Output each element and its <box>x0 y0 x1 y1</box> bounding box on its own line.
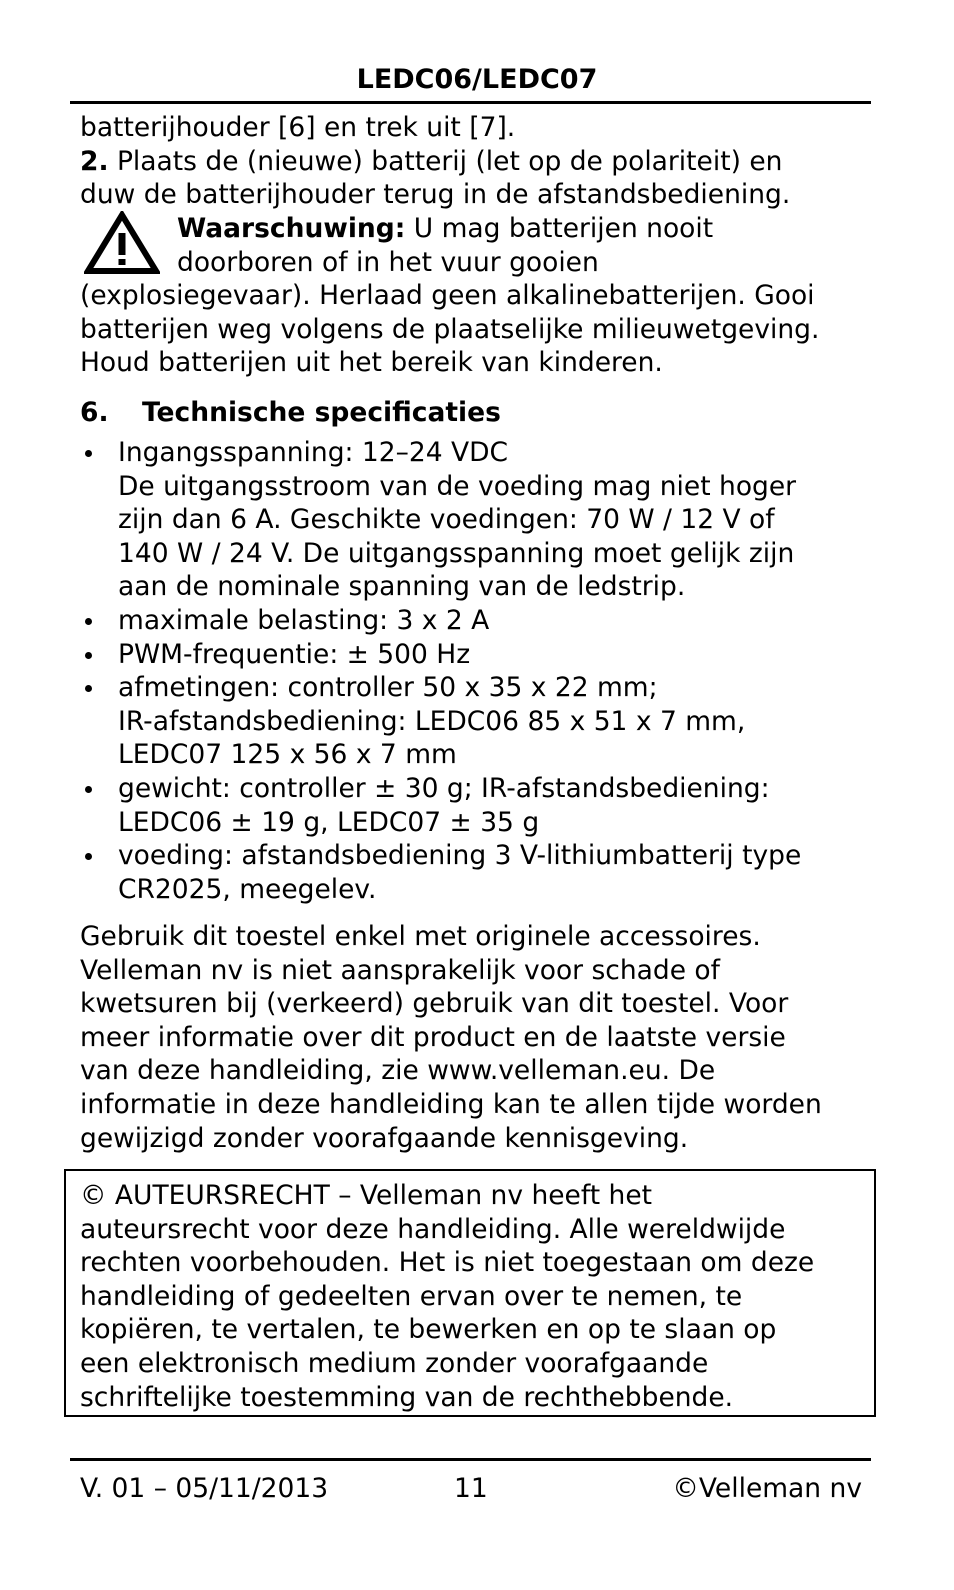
spec-list <box>80 436 870 906</box>
disclaimer-line: kwetsuren bij (verkeerd) gebruik van dit toestel. Voor <box>80 988 789 1020</box>
warning-line: batterijen weg volgens de plaatselijke milieuwetgeving. <box>80 313 820 345</box>
spec-line: maximale belasting: 3 x 2 A <box>118 604 490 636</box>
disclaimer-line: van deze handleiding, zie www.velleman.eu. De <box>80 1055 716 1087</box>
warning-label: Waarschuwing: <box>177 213 406 244</box>
spec-line: PWM-frequentie: ± 500 Hz <box>118 638 471 670</box>
list-item <box>80 839 870 906</box>
list-item <box>80 671 870 772</box>
disclaimer-line: Velleman nv is niet aansprakelijk voor schade of <box>80 954 720 986</box>
bullet-icon <box>85 853 92 860</box>
spec-line: voeding: afstandsbediening 3 V-lithiumbatterij type <box>118 840 802 872</box>
spec-line: IR-afstandsbediening: LEDC06 85 x 51 x 7 mm, <box>118 705 746 737</box>
section-title: Technische specificaties <box>142 397 501 428</box>
disclaimer-line: informatie in deze handleiding kan te allen tijde worden <box>80 1088 822 1120</box>
list-item <box>80 638 870 672</box>
page-title: LEDC06/LEDC07 <box>356 64 598 95</box>
copyright-line: © AUTEURSRECHT – Velleman nv heeft het <box>80 1180 653 1211</box>
list-item <box>80 772 870 839</box>
disclaimer-line: meer informatie over dit product en de laatste versie <box>80 1021 786 1053</box>
step-text: Plaats de (nieuwe) batterij (let op de polariteit) en <box>108 145 783 177</box>
copyright-line: kopiëren, te vertalen, te bewerken en op te slaan op <box>80 1314 777 1346</box>
spec-line: Ingangsspanning: 12–24 VDC <box>118 437 509 468</box>
warning-line: (explosiegevaar). Herlaad geen alkalinebatterijen. Gooi <box>80 280 815 312</box>
warning-line: doorboren of in het vuur gooien <box>177 246 599 278</box>
spec-line: gewicht: controller ± 30 g; IR-afstandsbediening: <box>118 772 770 804</box>
copyright-line: rechten voorbehouden. Het is niet toegestaan om deze <box>80 1247 815 1279</box>
bullet-icon <box>85 652 92 659</box>
spec-line: 140 W / 24 V. De uitgangsspanning moet gelijk zijn <box>118 537 795 569</box>
instruction-line: batterijhouder [6] en trek uit [7]. <box>80 112 516 143</box>
battery-instructions <box>80 111 870 212</box>
disclaimer-line: Gebruik dit toestel enkel met originele accessoires. <box>80 921 761 952</box>
footer-page-number: 11 <box>454 1473 488 1504</box>
spec-line: LEDC06 ± 19 g, LEDC07 ± 35 g <box>118 806 540 838</box>
section-heading <box>80 396 501 430</box>
copyright-line: een elektronisch medium zonder voorafgaande <box>80 1347 709 1379</box>
instruction-line: duw de batterijhouder terug in de afstandsbediening. <box>80 179 791 211</box>
instruction-step-2 <box>80 145 870 179</box>
footer-company: ©Velleman nv <box>672 1473 862 1504</box>
bullet-icon <box>85 786 92 793</box>
copyright-line: handleiding of gedeelten ervan over te nemen, te <box>80 1280 743 1312</box>
spec-line: LEDC07 125 x 56 x 7 mm <box>118 739 457 771</box>
footer-version: V. 01 – 05/11/2013 <box>80 1473 329 1504</box>
spec-line: CR2025, meegelev. <box>118 873 377 905</box>
copyright-box <box>64 1169 876 1417</box>
step-number: 2. <box>80 145 109 177</box>
spec-line: zijn dan 6 A. Geschikte voedingen: 70 W / 12 V of <box>118 504 775 536</box>
warning-text-part: U mag batterijen nooit <box>405 213 714 244</box>
warning-line: Houd batterijen uit het bereik van kinderen. <box>80 347 663 379</box>
spec-line: De uitgangsstroom van de voeding mag niet hoger <box>118 470 797 502</box>
list-item <box>80 436 870 604</box>
disclaimer-line: gewijzigd zonder voorafgaande kennisgeving. <box>80 1122 689 1154</box>
bullet-icon <box>85 450 92 457</box>
bullet-icon <box>85 618 92 625</box>
warning-line <box>80 212 870 246</box>
footer-divider <box>70 1458 871 1461</box>
header-divider <box>70 101 871 104</box>
copyright-line: auteursrecht voor deze handleiding. Alle wereldwijde <box>80 1213 786 1245</box>
section-number: 6. <box>80 397 109 428</box>
copyright-line: schriftelijke toestemming van de rechthebbende. <box>80 1381 734 1413</box>
warning-text <box>80 212 870 380</box>
spec-line: afmetingen: controller 50 x 35 x 22 mm; <box>118 672 658 704</box>
list-item <box>80 604 870 638</box>
bullet-icon <box>85 685 92 692</box>
disclaimer-paragraph <box>80 920 870 1155</box>
spec-line: aan de nominale spanning van de ledstrip. <box>118 571 686 603</box>
